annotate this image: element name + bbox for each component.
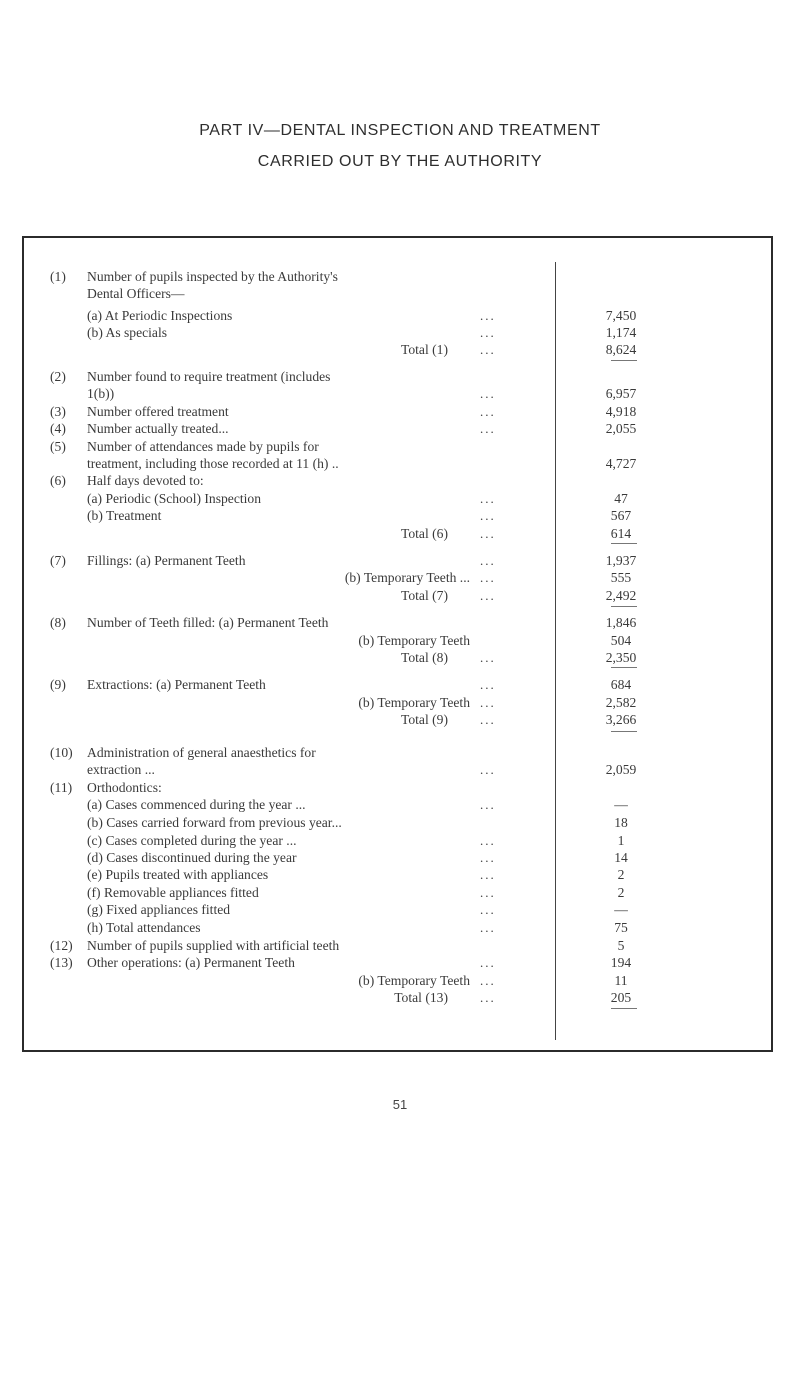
row-value: 194 — [610, 955, 632, 970]
total-rule — [611, 667, 637, 668]
total-rule — [611, 1008, 637, 1009]
row-label: Half days devoted to: — [87, 473, 204, 488]
leader-dots: ... — [480, 712, 496, 727]
item-number: (3) — [50, 404, 66, 419]
row-value: 504 — [610, 633, 632, 648]
row-value: 2,059 — [605, 762, 637, 777]
total-label: Total (8) — [401, 650, 448, 665]
row-label: Fillings: (a) Permanent Teeth — [87, 553, 246, 568]
row-label: (b) As specials — [87, 325, 168, 340]
leader-dots: ... — [480, 762, 496, 777]
leader-dots: ... — [480, 570, 496, 585]
total-rule — [611, 360, 637, 361]
row-value: — — [614, 902, 628, 917]
row-value: 1,174 — [605, 325, 637, 340]
row-label: extraction ... — [87, 762, 155, 777]
page-number: 51 — [392, 1097, 408, 1112]
row-value: — — [614, 797, 628, 812]
row-value: 11 — [614, 973, 628, 988]
total-value: 3,266 — [605, 712, 637, 727]
row-label: 1(b)) — [87, 386, 115, 401]
row-label: Number of Teeth filled: (a) Permanent Teeth — [87, 615, 329, 630]
row-label: Number found to require treatment (includes — [87, 369, 331, 384]
row-label: (a) At Periodic Inspections — [87, 308, 233, 323]
leader-dots: ... — [480, 491, 496, 506]
total-rule — [611, 543, 637, 544]
total-value: 8,624 — [605, 342, 637, 357]
row-value: 47 — [614, 491, 628, 506]
leader-dots: ... — [480, 325, 496, 340]
leader-dots: ... — [480, 902, 496, 917]
row-value: 1,846 — [605, 615, 637, 630]
row-value: 2,055 — [605, 421, 637, 436]
row-value: 2 — [617, 867, 625, 882]
row-value: 18 — [614, 815, 628, 830]
leader-dots: ... — [480, 973, 496, 988]
total-label: Total (13) — [394, 990, 448, 1005]
page-heading: PART IV—DENTAL INSPECTION AND TREATMENT — [199, 122, 601, 139]
total-rule — [611, 731, 637, 732]
item-number: (10) — [50, 745, 73, 760]
page-subheading: CARRIED OUT BY THE AUTHORITY — [257, 153, 543, 170]
row-label: Number of attendances made by pupils for — [87, 439, 319, 454]
leader-dots: ... — [480, 342, 496, 357]
row-label: (g) Fixed appliances fitted — [87, 902, 231, 917]
leader-dots: ... — [480, 867, 496, 882]
leader-dots: ... — [480, 553, 496, 568]
row-label: (b) Treatment — [87, 508, 162, 523]
row-value: 2,582 — [605, 695, 637, 710]
row-value: 4,727 — [605, 456, 637, 471]
leader-dots: ... — [480, 650, 496, 665]
leader-dots: ... — [480, 990, 496, 1005]
row-label: Orthodontics: — [87, 780, 162, 795]
leader-dots: ... — [480, 526, 496, 541]
item-number: (12) — [50, 938, 73, 953]
total-label: Total (9) — [401, 712, 448, 727]
leader-dots: ... — [480, 833, 496, 848]
leader-dots: ... — [480, 421, 496, 436]
row-value: 555 — [610, 570, 632, 585]
row-label: (a) Periodic (School) Inspection — [87, 491, 262, 506]
leader-dots: ... — [480, 508, 496, 523]
total-value: 2,350 — [605, 650, 637, 665]
total-rule — [611, 606, 637, 607]
row-label: (a) Cases commenced during the year ... — [87, 797, 306, 812]
leader-dots: ... — [480, 920, 496, 935]
row-value: 7,450 — [605, 308, 637, 323]
column-divider — [555, 262, 556, 1040]
row-label: Number of pupils supplied with artificial teeth — [87, 938, 340, 953]
row-value: 75 — [614, 920, 628, 935]
row-value: 2 — [617, 885, 625, 900]
leader-dots: ... — [480, 588, 496, 603]
row-label: Other operations: (a) Permanent Teeth — [87, 955, 295, 970]
leader-dots: ... — [480, 850, 496, 865]
row-label: Administration of general anaesthetics for — [87, 745, 316, 760]
row-label: treatment, including those recorded at 11 (h) .. — [87, 456, 339, 471]
leader-dots: ... — [480, 797, 496, 812]
row-label: (e) Pupils treated with appliances — [87, 867, 269, 882]
item-number: (1) — [50, 269, 66, 284]
row-label: (b) Temporary Teeth — [358, 633, 470, 648]
row-label: (b) Temporary Teeth — [358, 973, 470, 988]
leader-dots: ... — [480, 955, 496, 970]
row-value: 567 — [610, 508, 632, 523]
leader-dots: ... — [480, 677, 496, 692]
row-label: (b) Temporary Teeth — [358, 695, 470, 710]
item-number: (5) — [50, 439, 66, 454]
row-label: (b) Temporary Teeth ... — [344, 570, 470, 585]
leader-dots: ... — [480, 885, 496, 900]
leader-dots: ... — [480, 404, 496, 419]
leader-dots: ... — [480, 386, 496, 401]
item-number: (8) — [50, 615, 66, 630]
item-number: (2) — [50, 369, 66, 384]
row-value: 1,937 — [605, 553, 637, 568]
item-number: (7) — [50, 553, 66, 568]
row-value: 1 — [617, 833, 625, 848]
row-label: (c) Cases completed during the year ... — [87, 833, 297, 848]
row-label: (b) Cases carried forward from previous year... — [87, 815, 342, 830]
row-value: 14 — [614, 850, 628, 865]
item-number: (9) — [50, 677, 66, 692]
leader-dots: ... — [480, 695, 496, 710]
row-value: 6,957 — [605, 386, 637, 401]
total-value: 205 — [610, 990, 632, 1005]
row-label: (h) Total attendances — [87, 920, 201, 935]
total-value: 614 — [610, 526, 632, 541]
item-number: (13) — [50, 955, 73, 970]
row-label: Number of pupils inspected by the Authority's — [87, 269, 338, 284]
row-label: (d) Cases discontinued during the year — [87, 850, 297, 865]
row-label: (f) Removable appliances fitted — [87, 885, 259, 900]
total-label: Total (6) — [401, 526, 448, 541]
row-label: Extractions: (a) Permanent Teeth — [87, 677, 266, 692]
total-value: 2,492 — [605, 588, 637, 603]
leader-dots: ... — [480, 308, 496, 323]
total-label: Total (7) — [401, 588, 448, 603]
total-label: Total (1) — [401, 342, 448, 357]
row-label: Number offered treatment — [87, 404, 229, 419]
row-value: 4,918 — [605, 404, 637, 419]
row-value: 684 — [610, 677, 632, 692]
item-number: (6) — [50, 473, 66, 488]
row-label: Dental Officers— — [87, 286, 185, 301]
item-number: (11) — [50, 780, 73, 795]
row-label: Number actually treated... — [87, 421, 229, 436]
row-value: 5 — [617, 938, 625, 953]
item-number: (4) — [50, 421, 66, 436]
